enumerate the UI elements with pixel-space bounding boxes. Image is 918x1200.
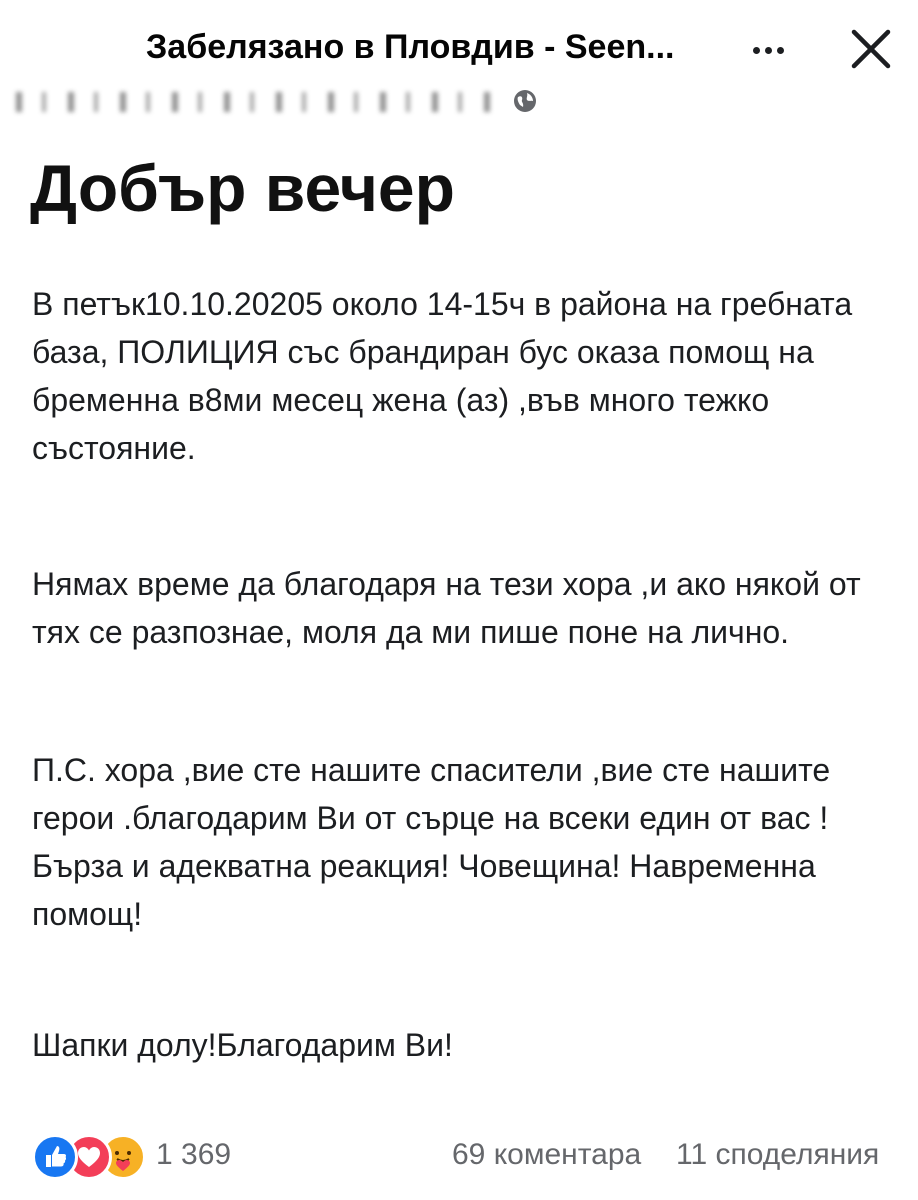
more-options-button[interactable]: [740, 30, 796, 70]
post-body: [32, 280, 902, 1069]
blurred-author: [16, 92, 506, 112]
more-dot: [753, 47, 760, 54]
post-paragraph: П.С. хора ,вие сте нашите спасители ,вие сте нашите герои .благодарим Ви от сърце на всеки един от вас !Бърза и адекватна реакция! Човещина! Навременна помощ!: [32, 752, 831, 932]
comments-count[interactable]: 69 коментара: [452, 1138, 642, 1171]
close-icon: [846, 24, 896, 74]
reaction-count[interactable]: 1 369: [156, 1138, 232, 1171]
more-dot: [777, 47, 784, 54]
post-meta: [16, 88, 536, 116]
more-dot: [765, 47, 772, 54]
globe-icon[interactable]: [512, 88, 538, 114]
post-footer: [0, 1130, 918, 1180]
post-paragraph: Шапки долу!Благодарим Ви!: [32, 1027, 453, 1063]
post-paragraph: В петък10.10.20205 около 14-15ч в района на гребната база, ПОЛИЦИЯ със брандиран бус оказа помощ на бременна в8ми месец жена (аз) ,във много тежко състояние.: [32, 286, 853, 466]
like-icon: [32, 1134, 78, 1180]
post-title: Добър вечер: [30, 151, 455, 225]
group-name[interactable]: Забелязано в Пловдив - Seen...: [146, 28, 675, 66]
post-paragraph: Нямах време да благодаря на тези хора ,и ако някой от тях се разпознае, моля да ми пише поне на лично.: [32, 566, 861, 650]
close-button[interactable]: [846, 24, 896, 74]
post-header: [0, 0, 918, 90]
shares-count[interactable]: 11 споделяния: [676, 1138, 880, 1171]
reactions-summary[interactable]: [32, 1134, 148, 1176]
